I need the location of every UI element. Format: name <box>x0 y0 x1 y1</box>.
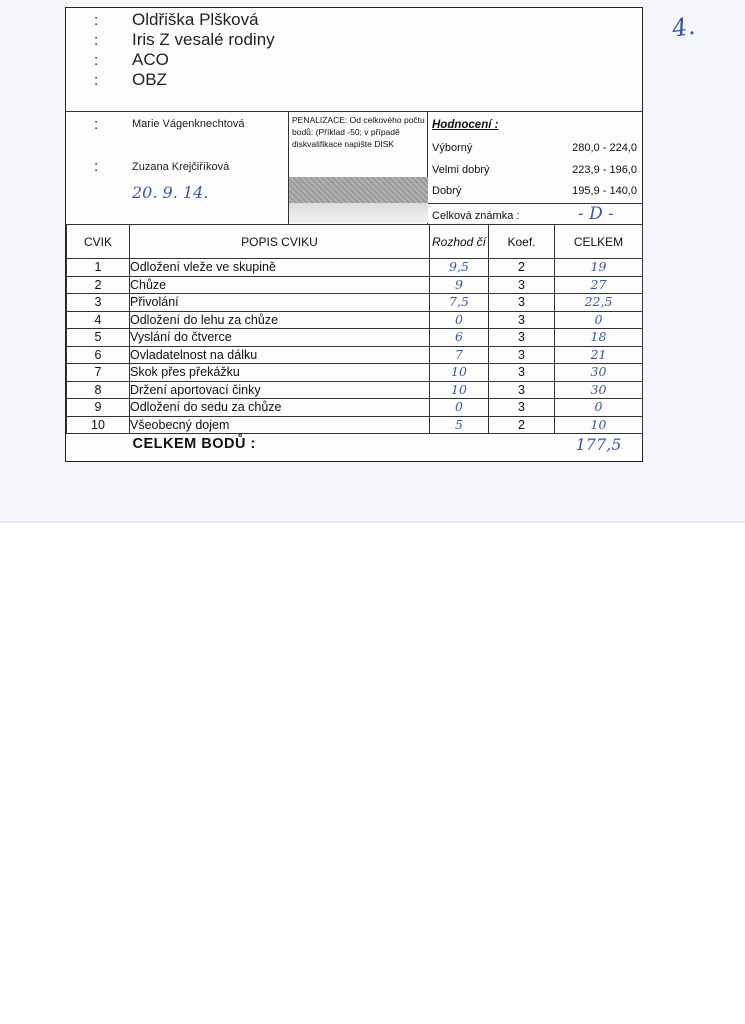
row-total: 27 <box>555 276 643 294</box>
exercise-number: 1 <box>67 259 130 277</box>
coefficient: 3 <box>489 364 555 382</box>
judge-score: 5 <box>430 416 489 434</box>
judge-score: 7,5 <box>430 294 489 312</box>
column-header-total: CELKEM <box>555 225 643 259</box>
coefficient: 3 <box>489 346 555 364</box>
exercise-number: 5 <box>67 329 130 347</box>
exercise-table <box>66 224 643 454</box>
grade-range: 280,0 - 224,0 <box>572 142 637 154</box>
grading-box <box>428 111 642 224</box>
judge-name: Marie Vágenknechtová <box>132 118 245 130</box>
final-grade-value: - D - <box>578 204 614 224</box>
score-sheet <box>65 7 643 462</box>
exercise-number: 8 <box>67 381 130 399</box>
breed: ACO <box>132 50 169 69</box>
exercise-description: Skok přes překážku <box>130 364 430 382</box>
total-label: CELKEM BODŮ : <box>67 434 555 455</box>
exercise-description: Přivolání <box>130 294 430 312</box>
table-row <box>67 294 643 312</box>
coefficient: 2 <box>489 416 555 434</box>
coefficient: 3 <box>489 399 555 417</box>
final-grade-label: Celková známka : <box>432 210 520 222</box>
column-header-no: CVIK <box>67 225 130 259</box>
coefficient: 3 <box>489 381 555 399</box>
exercise-number: 7 <box>67 364 130 382</box>
row-total: 22,5 <box>555 294 643 312</box>
coefficient: 3 <box>489 294 555 312</box>
judge-score: 9 <box>430 276 489 294</box>
row-total: 0 <box>555 399 643 417</box>
row-total: 30 <box>555 364 643 382</box>
row-total: 0 <box>555 311 643 329</box>
exercise-number: 9 <box>67 399 130 417</box>
judge-score: 0 <box>430 399 489 417</box>
penalty-box <box>288 111 428 224</box>
colon: : <box>94 158 99 175</box>
total-row <box>67 434 643 455</box>
table-row <box>67 311 643 329</box>
scan-edge <box>0 521 745 523</box>
exercise-description: Odložení do sedu za chůze <box>130 399 430 417</box>
coefficient: 3 <box>489 311 555 329</box>
exercise-description: Ovladatelnost na dálku <box>130 346 430 364</box>
exercise-description: Všeobecný dojem <box>130 416 430 434</box>
judge-score: 0 <box>430 311 489 329</box>
colon: : <box>94 116 99 133</box>
exercise-number: 3 <box>67 294 130 312</box>
table-row <box>67 346 643 364</box>
grade-range: 223,9 - 196,0 <box>572 164 637 176</box>
judge-score: 9,5 <box>430 259 489 277</box>
row-total: 30 <box>555 381 643 399</box>
colon: : <box>94 52 99 69</box>
table-row <box>67 416 643 434</box>
handler-name: Oldřiška Plšková <box>132 10 259 29</box>
table-row <box>67 381 643 399</box>
table-row <box>67 276 643 294</box>
date-handwritten: 20. 9. 14. <box>132 183 209 202</box>
judge-score: 6 <box>430 329 489 347</box>
table-row <box>67 399 643 417</box>
sheet-number-note: 4. <box>670 11 697 43</box>
table-header-row <box>67 225 643 259</box>
exercise-description: Držení aportovací činky <box>130 381 430 399</box>
judge-score: 10 <box>430 381 489 399</box>
table-row <box>67 259 643 277</box>
total-value: 177,5 <box>555 434 643 455</box>
row-total: 21 <box>555 346 643 364</box>
grade-label: Výborný <box>432 142 473 154</box>
colon: : <box>94 72 99 89</box>
grade-label: Velmi dobrý <box>432 164 490 176</box>
coefficient: 3 <box>489 329 555 347</box>
grading-title: Hodnocení : <box>432 119 499 131</box>
row-total: 18 <box>555 329 643 347</box>
colon: : <box>94 32 99 49</box>
exercise-number: 2 <box>67 276 130 294</box>
coefficient: 2 <box>489 259 555 277</box>
exam-type: OBZ <box>132 70 167 89</box>
grade-label: Dobrý <box>432 185 462 197</box>
judge-score: 7 <box>430 346 489 364</box>
exercise-description: Odložení vleže ve skupině <box>130 259 430 277</box>
row-total: 19 <box>555 259 643 277</box>
dog-name: Iris Z vesalé rodiny <box>132 30 275 49</box>
exercise-description: Chůze <box>130 276 430 294</box>
row-total: 10 <box>555 416 643 434</box>
exercise-number: 4 <box>67 311 130 329</box>
steward-name: Zuzana Krejčiříková <box>132 161 230 173</box>
column-header-judge: Rozhod čí <box>430 225 489 259</box>
penalty-instructions: PENALIZACE: Od celkového počtu bodů: (Příklad -50; v případě diskvalifikace napište DISK <box>292 115 425 149</box>
judge-score: 10 <box>430 364 489 382</box>
penalty-shaded-field <box>289 177 428 203</box>
column-header-coef: Koef. <box>489 225 555 259</box>
grade-range: 195,9 - 140,0 <box>572 185 637 197</box>
exercise-description: Odložení do lehu za chůze <box>130 311 430 329</box>
exercise-number: 6 <box>67 346 130 364</box>
exercise-description: Vyslání do čtverce <box>130 329 430 347</box>
coefficient: 3 <box>489 276 555 294</box>
penalty-blank-field <box>289 203 428 223</box>
column-header-description: POPIS CVIKU <box>130 225 430 259</box>
colon: : <box>94 12 99 29</box>
table-row <box>67 364 643 382</box>
table-row <box>67 329 643 347</box>
exercise-number: 10 <box>67 416 130 434</box>
